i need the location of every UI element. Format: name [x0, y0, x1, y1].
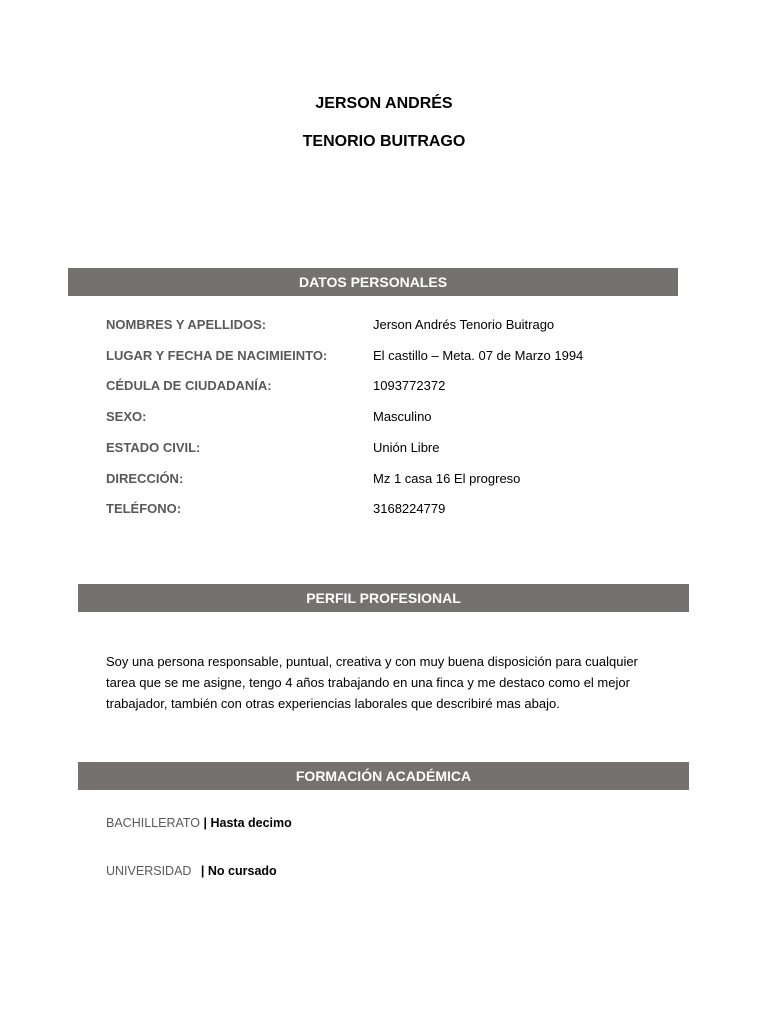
education-item-bachillerato	[106, 814, 292, 832]
name-first-line: JERSON ANDRÉS	[315, 95, 453, 112]
field-value: Masculino	[373, 409, 432, 424]
field-row-cedula	[106, 377, 666, 395]
education-status: No cursado	[207, 864, 277, 878]
field-label: SEXO:	[106, 409, 147, 424]
field-label: CÉDULA DE CIUDADANÍA:	[106, 378, 272, 393]
field-label: LUGAR Y FECHA DE NACIMIEINTO:	[106, 348, 328, 363]
education-level: BACHILLERATO	[106, 816, 201, 830]
field-value: El castillo – Meta. 07 de Marzo 1994	[373, 348, 584, 363]
field-row-sexo	[106, 408, 666, 426]
field-row-telefono	[106, 500, 666, 518]
education-level: UNIVERSIDAD	[106, 864, 192, 878]
section-banner-formacion-academica: FORMACIÓN ACADÉMICA	[78, 762, 689, 790]
field-row-lugar-fecha	[106, 347, 666, 365]
field-row-estado-civil	[106, 439, 666, 457]
profile-paragraph: Soy una persona responsable, puntual, creativa y con muy buena disposición para cualquier tarea que se me asigne, tengo 4 años trabajando en una finca y me destaco como el mejor trabajador, también con otras experiencias laborales que describiré mas abajo.	[106, 654, 638, 711]
education-separator: |	[200, 864, 205, 878]
field-value: Mz 1 casa 16 El progreso	[373, 471, 521, 486]
education-item-universidad	[106, 862, 277, 880]
field-value: Jerson Andrés Tenorio Buitrago	[373, 317, 555, 332]
name-second-line: TENORIO BUITRAGO	[302, 133, 466, 150]
education-separator: |	[203, 816, 207, 830]
field-label: TELÉFONO:	[106, 501, 182, 516]
field-row-nombres	[106, 316, 666, 334]
field-value: Unión Libre	[373, 440, 440, 455]
field-row-direccion	[106, 470, 666, 488]
education-status: Hasta decimo	[210, 816, 292, 830]
field-value: 1093772372	[373, 378, 446, 393]
field-label: ESTADO CIVIL:	[106, 440, 201, 455]
field-value: 3168224779	[373, 501, 446, 516]
field-label: NOMBRES Y APELLIDOS:	[106, 317, 267, 332]
field-label: DIRECCIÓN:	[106, 471, 184, 486]
section-banner-perfil-profesional: PERFIL PROFESIONAL	[78, 584, 689, 612]
section-banner-datos-personales: DATOS PERSONALES	[68, 268, 678, 296]
